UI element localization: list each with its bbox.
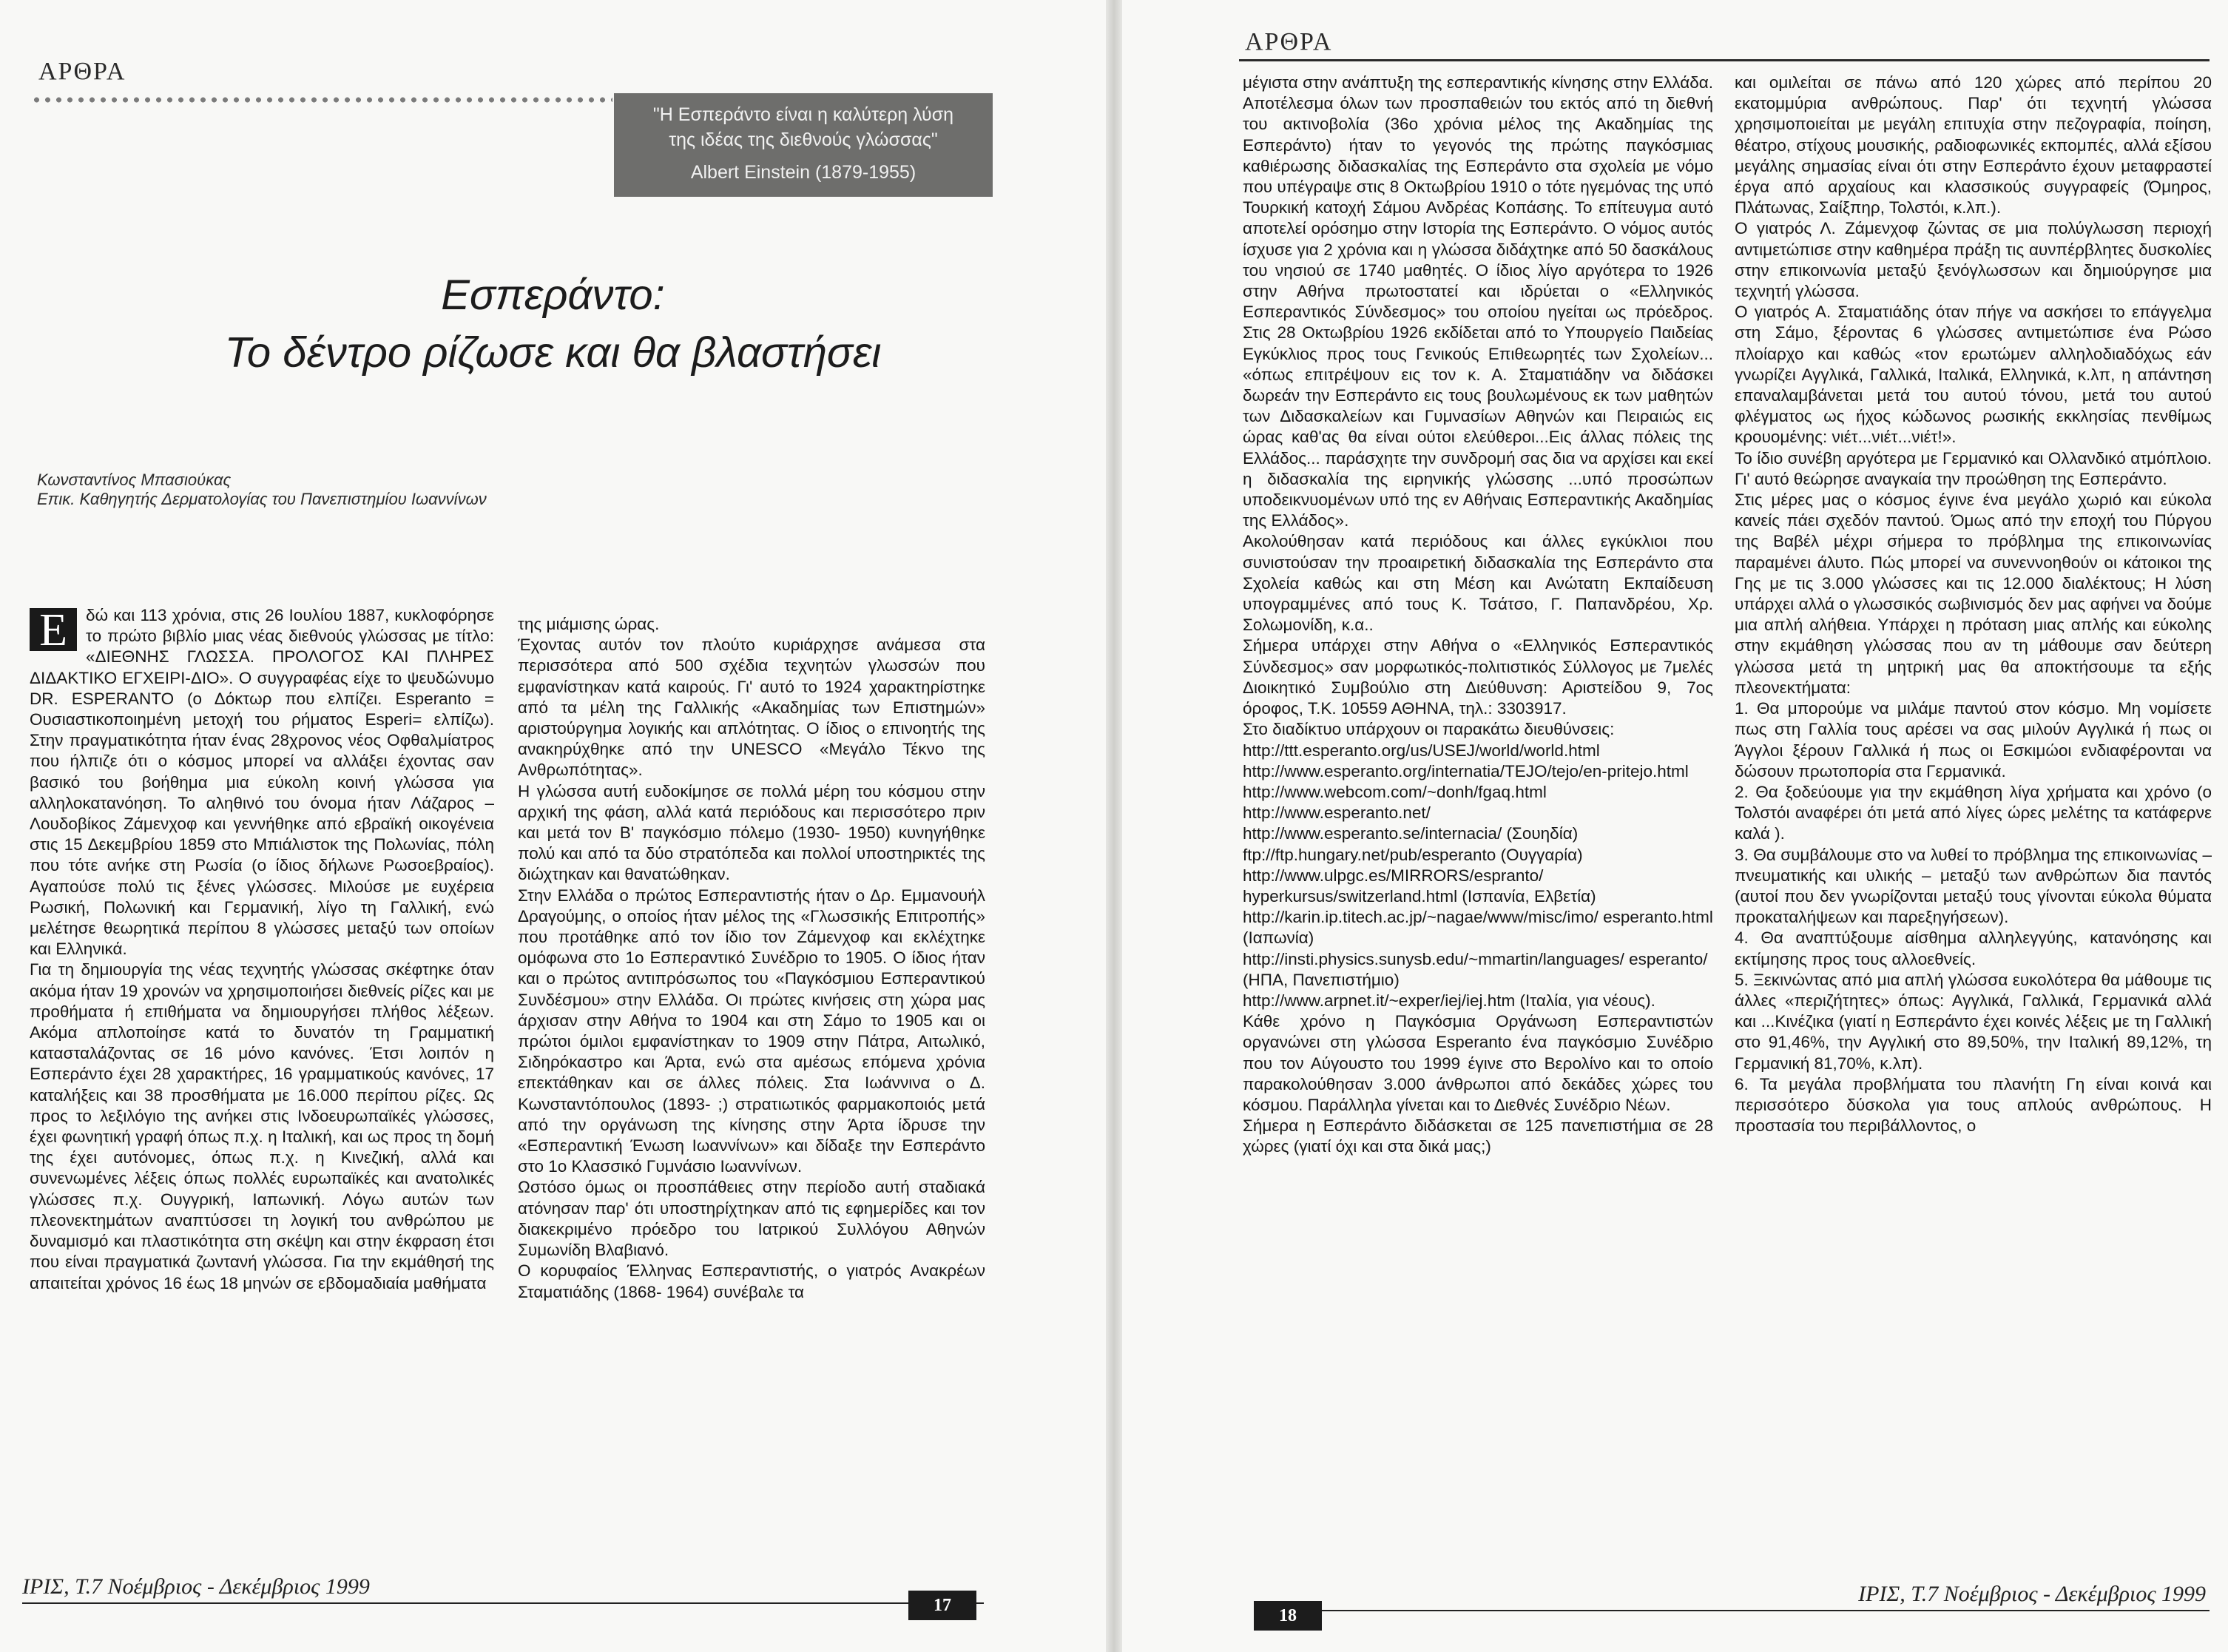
paragraph: Σήμερα υπάρχει στην Αθήνα ο «Ελληνικός Εσπεραντικός Σύνδεσμος» σαν μορφωτικός-πολιτιστικός Σύλλογος με 7μελές Διοικητικό Συμβούλιο στη Διεύθυνση: Αριστείδου 9, 7ος όροφος, Τ.Κ. 10559 ΑΘΗΝΑ, τηλ.: 3303917. <box>1243 636 1713 718</box>
url-link[interactable]: http://ttt.esperanto.org/us/USEJ/world/world.html <box>1243 741 1600 760</box>
list-item: 5. Ξεκινώντας από μια απλή γλώσσα ευκολότερα θα μάθουμε τις άλλες «περιζήτητες» όπως: Αγγλικά, Γαλλικά, Γερμανικά αλλά και ...Κινέζικα (γιατί η Εσπεράντο έχει κοινές λέξεις με τη Γαλλική στο 91,46%, την Αγγλική στο 89,50%, την Ιταλική 89,12%, τη Γερμανική 81,70%, κ.λπ). <box>1735 970 2212 1073</box>
url-link[interactable]: ftp://ftp.hungary.net/pub/esperanto (Ουγγαρία) <box>1243 845 1583 864</box>
right-column-2 <box>1735 73 2212 1552</box>
dotted-rule <box>31 96 612 104</box>
url-link[interactable]: http://www.arpnet.it/~exper/iej/iej.htm (Ιταλία, για νέους). <box>1243 991 1655 1010</box>
quote-line-1: "Η Εσπεράντο είναι η καλύτερη λύση <box>652 104 954 125</box>
section-label: ΑΡΘΡΑ <box>38 58 126 85</box>
quote-author: Albert Einstein (1879-1955) <box>690 162 916 183</box>
paragraph: Ο γιατρός Λ. Ζάμενχοφ ζώντας σε μια πολύγλωσση περιοχή αντιμετώπισε στην καθημέρα πράξη τις αυνπέρβλητες δυσκολίες στην επικοινωνία μεταξύ ξενόγλωσσων και δημιούργησε μια τεχνητή γλώσσα. <box>1735 219 2212 301</box>
quote-line-2: της ιδέας της διεθνούς γλώσσας" <box>669 129 938 150</box>
paragraph: Ο κορυφαίος Έλληνας Εσπεραντιστής, ο γιατρός Ανακρέων Σταματιάδης (1868- 1964) συνέβαλε τα <box>518 1261 985 1301</box>
paragraph: Στο διαδίκτυο υπάρχουν οι παρακάτω διευθύνσεις: <box>1243 720 1615 739</box>
einstein-quote-box <box>614 93 993 197</box>
section-label: ΑΡΘΡΑ <box>1245 28 1333 55</box>
author-name: Κωνσταντίνος Μπασιούκας <box>37 471 232 489</box>
footer-rule <box>1255 1610 2210 1611</box>
right-column-1 <box>1243 73 1713 1552</box>
header-rule <box>1239 59 2210 61</box>
list-item: 3. Θα συμβάλουμε στο να λυθεί το πρόβλημα της επικοινωνίας – πνευματικής και υλικής – μεταξύ των ανθρώπων δια παντός (αυτοί που δεν γνωρίζονται μεταξύ τους γίνονται εύκολα θύματα προκαταλήψεων και παρεξηγήσεων). <box>1735 845 2212 927</box>
article-title <box>0 266 1106 382</box>
paragraph: Στις μέρες μας ο κόσμος έγινε ένα μεγάλο χωριό και εύκολα κανείς πάει σχεδόν παντού. Όμως από την εποχή του Πύργου της Βαβέλ μέχρι σήμερα το πρόβλημα της επικοινωνίας παραμένει άλυτο. Πώς μπορεί να συνεννοηθούν οι κάτοικοι της Γης με τις 3.000 γλώσσες και τις 12.000 διαλέκτους; Η λύση υπάρχει αλλά ο γλωσσικός σωβινισμός δεν μας αφήνει να δούμε μια απλή αλήθεια. Υπάρχει η πρόταση μιας απλής και εύκολης στην εκμάθηση γλώσσας που αν τη μάθουμε σαν δεύτερη γλώσσα μετά τη μητρική μας θα αποκτήσουμε τα εξής πλεονεκτήματα: <box>1735 490 2212 697</box>
list-item: 6. Τα μεγάλα προβλήματα του πλανήτη Γη είναι κοινά και περισσότερο δύσκολα για τους απλούς ανθρώπους. Η προστασία του περιβάλλοντος, ο <box>1735 1074 2212 1136</box>
paragraph: δώ και 113 χρόνια, στις 26 Ιουλίου 1887, κυκλοφόρησε το πρώτο βιβλίο μιας νέας διεθνούς γλώσσας με τίτλο: «ΔΙΕΘΝΗΣ ΓΛΩΣΣΑ. ΠΡΟΛΟΓΟΣ ΚΑΙ ΠΛΗΡΕΣ ΔΙΔΑΚΤΙΚΟ ΕΓΧΕΙΡΙ-ΔΙΟ». Ο συγγραφέας είχε το ψευδώνυμο DR. ESPERANTO (ο Δόκτωρ που ελπίζει. Esperanto = Ουσιαστικοποιημένη μετοχή του ρήματος Esperi= ελπίζω). Στην πραγματικότητα ήταν ένας 28χρονος νέος Οφθαλμίατρος που ήλπιζε ότι ο κόσμος μπορεί να αλλάξει έχοντας σαν βασικό του βοήθημα μια εύκολη κοινή γλώσσα για αλληλοκατανόηση. Το αληθινό του όνομα ήταν Λάζαρος – Λουδοβίκος Ζάμενχοφ και γεννήθηκε από εβραϊκή οικογένεια στις 15 Δεκεμβρίου 1859 στο Μπιάλιστοκ της Πολωνίας, πόλη που τότε ανήκε στη Ρωσία (ο ίδιος δήλωνε Ρωσοεβραίος). Αγαπούσε πολύ τις ξένες γλώσσες. Μιλούσε με ευχέρεια Ρωσική, Πολωνική και Γερμανική, λίγο τη Γαλλική, ενώ μελέτησε θεωρητικά περίπου 8 γλώσσες μεταξύ των οποίων και Ελληνικά. <box>30 606 494 959</box>
page-number: 17 <box>908 1591 976 1620</box>
url-link[interactable]: http://karin.ip.titech.ac.jp/~nagae/www/misc/imo/ esperanto.html (Ιαπωνία) <box>1243 908 1713 948</box>
paragraph: Ο γιατρός Α. Σταματιάδης όταν πήγε να ασκήσει το επάγγελμα στη Σάμο, ξέροντας 6 γλώσσες αντιμετώπισε ένα Ρώσο πλοίαρχο και καθώς «τον ερωτώμεν αλληλοδιαδόχως εάν γνωρίζει Αγγλικά, Γαλλικά, Ιταλικά, Ελληνικά, κ.λπ, η απάντηση επαναλαμβάνεται μετά του αυτού τόνου, μετά του αυτού φλέγματος ως ήχος κώδωνος ρωσικής εκκλησίας πενθίμως κρουομένης: νιέτ...νιέτ...νιέτ!». <box>1735 303 2212 447</box>
title-line-1: Εσπεράντο: <box>441 271 665 319</box>
author-role: Επικ. Καθηγητής Δερματολογίας του Πανεπιστημίου Ιωαννίνων <box>37 490 487 508</box>
byline <box>37 471 487 509</box>
title-line-2: Το δέντρο ρίζωσε και θα βλαστήσει <box>224 328 882 377</box>
paragraph: μέγιστα στην ανάπτυξη της εσπεραντικής κίνησης στην Ελλάδα. Αποτέλεσμα όλων των προσπαθειών του εκτός από τη διεθνή του ακτινοβολία (36ο χρόνια μέλος της Ακαδημίας της Εσπεράντο) ήταν το γεγονός της πρώτης παγκόσμιας καθιέρωσης διδασκαλίας της Εσπεράντο στα σχολεία με νόμο που υπέγραψε στις 8 Οκτωβρίου 1910 ο τότε ηγεμόνας της υπό Τουρκική κατοχή Σάμου Ανδρέας Κοπάσης. Το επίτευγμα αυτό αποτελεί ορόσημο στην Ιστορία της Εσπεράντο. Ο νόμος αυτός ίσχυσε για 2 χρόνια και η γλώσσα διδάχτηκε από 50 δασκάλους του νησιού σε 1740 μαθητές. Ο ίδιος λίγο αργότερα το 1926 στην Αθήνα πρωτοστατεί και ιδρύεται ο «Ελληνικός Εσπεραντικός Σύνδεσμος» του οποίου ηγείται ως πρόεδρος. Στις 28 Οκτωβρίου 1926 εκδίδεται από το Υπουργείο Παιδείας Εγκύκλιος προς τους Γενικούς Επιθεωρητές των Σχολείων... «όπως επιτρέψουν εις τον κ. Α. Σταματιάδην να διδάσκει δωρεάν την Εσπεράντο εις τους βουλωμένους εκ των μαθητών των Διδασκαλείων και Γυμνασίων Αθηνών και Πειραιώς εις ώρας καθ'ας θα είναι ούτοι ελεύθεροι...Εις άλλας πόλεις της Ελλάδος... παράσχητε την συνδρομή σας δια να αρχίσει και εκεί η διδασκαλία της ειρηνικής γλώσσης ...υπό προσώπων υποδεικνυομένων υπό της εν Αθήναις Εσπεραντικής Ακαδημίας της Ελλάδος». <box>1243 73 1713 530</box>
url-link[interactable]: http://www.esperanto.org/internatia/TEJO/tejo/en-pritejo.html <box>1243 761 1689 781</box>
paragraph: Στην Ελλάδα ο πρώτος Εσπεραντιστής ήταν ο Δρ. Εμμανουήλ Δραγούμης, ο οποίος ήταν μέλος της «Γλωσσικής Επιτροπής» που προτάθηκε από τον ίδιο τον Ζάμενχοφ και εκλέχτηκε ομόφωνα στο 1ο Εσπεραντικό Συνέδριο το 1905. Ο ίδιος ήταν και ο πρώτος αντιπρόσωπος του «Παγκόσμιου Εσπεραντικού Συνδέσμου» στην Ελλάδα. Οι πρώτες κινήσεις στη χώρα μας άρχισαν στην Αθήνα το 1904 και στη Σάμο το 1905 και οι πρώτοι όμιλοι εμφανίστηκαν το 1909 στην Πάτρα, Αιτωλικό, Σιδηρόκαστρο και Άρτα, ενώ στα αμέσως επόμενα χρόνια επεκτάθηκαν και σε άλλες πόλεις. Στα Ιωάννινα ο Δ. Κωνσταντόπουλος (1893- ;) στρατιωτικός φαρμακοποιός μετά από την οργάνωση της κίνησης στην Άρτα ίδρυσε την «Εσπεραντική Ένωση Ιωαννίνων» και δίδαξε την Εσπεράντο στο 1ο Κλασσικό Γυμνάσιο Ιωαννίνων. <box>518 886 985 1176</box>
drop-cap: Ε <box>30 608 77 651</box>
paragraph: Έχοντας αυτόν τον πλούτο κυριάρχησε ανάμεσα στα περισσότερα από 500 σχέδια τεχνητών γλωσσών που εμφανίστηκαν κατά καιρούς. Γι' αυτό το 1924 χαρακτηρίστηκε από τα μέλη της Γαλλικής «Ακαδημίας των Επιστημών» αριστούργημα λογικής και απλότητας. Ο ίδιος ο επινοητής της ανακηρύχθηκε από την UNESCO «Μεγάλο Τέκνο της Ανθρωπότητας». <box>518 635 985 780</box>
url-link[interactable]: http://www.ulpgc.es/MIRRORS/espranto/ hyperkursus/switzerland.html (Ισπανία, Ελβετία) <box>1243 866 1596 906</box>
paragraph: Το ίδιο συνέβη αργότερα με Γερμανικό και Ολλανδικό ατμόπλοιο. Γι' αυτό θεώρησε αναγκαία την προώθηση της Εσπεράντο. <box>1735 448 2212 488</box>
list-item: 1. Θα μπορούμε να μιλάμε παντού στον κόσμο. Μη νομίσετε πως στη Γαλλία τους αρέσει να σας μιλούν Αγγλικά ή πως οι Άγγλοι ξέρουν Γαλλικά ή πως οι Εσκιμώοι ενδιαφέρονται να δώσουν πρωτοπορία στα Γερμανικά. <box>1735 699 2212 781</box>
footer-rule <box>22 1602 984 1604</box>
paragraph: και ομιλείται σε πάνω από 120 χώρες από περίπου 20 εκατομμύρια ανθρώπους. Παρ' ότι τεχνητή γλώσσα χρησιμοποιείται με μεγάλη επιτυχία στην πεζογραφία, ποίηση, θέατρο, στίχους μουσικής, ραδιοφωνικές εκπομπές, αλλά εξίσου μεγάλης σημασίας είναι ότι στην Εσπεράντο έχουν μεταφραστεί έργα από αρχαίους και κλασσικούς συγγραφείς (Όμηρος, Πλάτωνας, Σαίξπηρ, Τολστόι, κ.λπ.). <box>1735 73 2212 218</box>
footer-issue: ΙΡΙΣ, Τ.7 Νοέμβριος - Δεκέμβριος 1999 <box>1858 1582 2206 1606</box>
page-number: 18 <box>1254 1601 1322 1631</box>
list-item: 2. Θα ξοδεύουμε για την εκμάθηση λίγα χρήματα και χρόνο (ο Τολστόι αναφέρει ότι μετά από λίγες ώρες μελέτης τα κατάφερνε καλά ). <box>1735 782 2212 843</box>
paragraph: Ακολούθησαν κατά περιόδους και άλλες εγκύκλιοι που συνιστούσαν την προαιρετική διδασκαλία της Εσπεράντο στα Σχολεία καθώς και στη Μέση και Ανώτατη Εκπαίδευση υπογραμμένες από τους Κ. Τσάτσο, Γ. Παπανδρέου, Χρ. Σολωμονίδη, κ.α.. <box>1243 532 1713 635</box>
left-column-2 <box>518 614 985 1546</box>
footer-issue: ΙΡΙΣ, Τ.7 Νοέμβριος - Δεκέμβριος 1999 <box>22 1574 370 1599</box>
right-page <box>1122 0 2228 1652</box>
paragraph: της μιάμισης ώρας. <box>518 615 660 633</box>
left-page <box>0 0 1106 1652</box>
list-item: 4. Θα αναπτύξουμε αίσθημα αλληλεγγύης, κατανόησης και εκτίμησης προς τους αλλοεθνείς. <box>1735 928 2212 968</box>
spine-gutter <box>1106 0 1122 1652</box>
left-column-1 <box>30 605 494 1546</box>
paragraph: Για τη δημιουργία της νέας τεχνητής γλώσσας σκέφτηκε όταν ακόμα ήταν 19 χρονών να χρησιμοποιήσει διεθνείς ρίζες και με προθήματα ή επιθήματα να δημιουργήσει πλήθος λέξεων. Ακόμα απλοποίησε κατά το δυνατόν τη Γραμματική κατασταλάζοντας σε 16 μόνο κανόνες. Έτσι λοιπόν η Εσπεράντο έχει 28 χαρακτήρες, 16 γραμματικούς κανόνες, 17 καταλήξεις και 38 προσθήματα με 16.000 περίπου ρίζες. Ως προς το λεξιλόγιο της ανήκει στις Ινδοευρωπαϊκές γλώσσες, έχει φωνητική γραφή όπως π.χ. η Ιταλική, και ως προς τη δομή της έχει αυτόνομες, όπως π.χ. η Κινεζική, αλλά και συνενωμένες λέξεις όπως πολλές ευρωπαϊκές και ανατολικές γλώσσες π.χ. Ουγγρική, Ιαπωνική. Λόγω αυτών των πλεονεκτημάτων αναπτύσσει τη λογική του ανθρώπου με δυναμισμό και πλαστικότητα στη σκέψη και στην έκφραση έτσι που είναι πραγματικά ζωντανή γλώσσα. Για την εκμάθησή της απαιτείται χρόνος 16 έως 18 μηνών σε εβδομαδιαία μαθήματα <box>30 960 494 1292</box>
url-link[interactable]: http://www.webcom.com/~donh/fgaq.html <box>1243 782 1547 801</box>
paragraph: Η γλώσσα αυτή ευδοκίμησε σε πολλά μέρη του κόσμου στην αρχική της φάση, αλλά κατά περιόδους και περισσότερο πριν και μετά τον Β' παγκόσμιο πόλεμο (1930- 1950) κυνηγήθηκε πολύ και από τα δύο στρατόπεδα και πολλοί υποστηρικτές της διώχτηκαν και θανατώθηκαν. <box>518 781 985 884</box>
paragraph: Κάθε χρόνο η Παγκόσμια Οργάνωση Εσπεραντιστών οργανώνει στη γλώσσα Esperanto ένα παγκόσμιο Συνέδριο που τον Αύγουστο του 1999 έγινε στο Βερολίνο και το οποίο παρακολούθησαν 3.000 άνθρωποι από δεκάδες χώρες του κόσμου. Παράλληλα γίνεται και το Διεθνές Συνέδριο Νέων. <box>1243 1012 1713 1114</box>
paragraph: Σήμερα η Εσπεράντο διδάσκεται σε 125 πανεπιστήμια σε 28 χώρες (γιατί όχι και στα δικά μας;) <box>1243 1116 1713 1156</box>
url-link[interactable]: http://www.esperanto.se/internacia/ (Σουηδία) <box>1243 824 1579 843</box>
url-link[interactable]: http://www.esperanto.net/ <box>1243 803 1431 823</box>
paragraph: Ωστόσο όμως οι προσπάθειες στην περίοδο αυτή σταδιακά ατόνησαν παρ' ότι υποστηρίχτηκαν από τις εφημερίδες και τον διακεκριμένο πρόεδρο του Ιατρικού Συλλόγου Αθηνών Συμωνίδη Βλαβιανό. <box>518 1178 985 1260</box>
url-link[interactable]: http://insti.physics.sunysb.edu/~mmartin/languages/ esperanto/ (ΗΠΑ, Πανεπιστήμιο) <box>1243 949 1708 989</box>
